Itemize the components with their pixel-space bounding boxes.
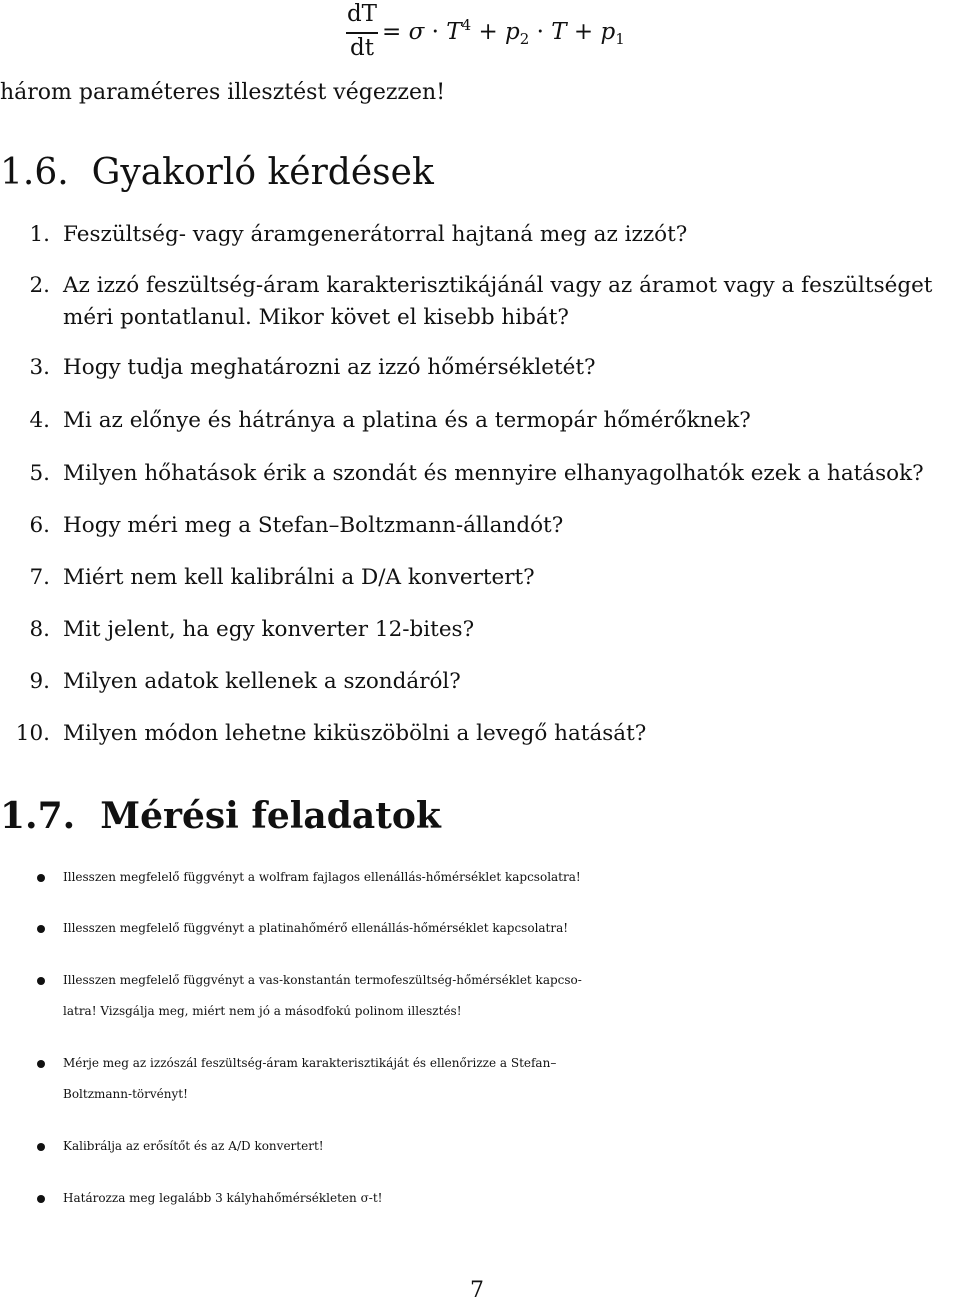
section-number: 1.6.: [0, 152, 69, 193]
section-heading-1-7: [0, 796, 441, 836]
page-number: 7: [470, 1278, 484, 1303]
temperature-symbol: T: [446, 19, 462, 45]
temperature-symbol: T: [551, 19, 567, 45]
plus-sign: +: [478, 19, 498, 45]
item-text: Feszültség- vagy áramgenerátorral hajtaná meg az izzót?: [63, 222, 688, 247]
item-number: 5.: [29, 461, 50, 486]
parameter-symbol: p: [505, 19, 520, 45]
section-heading-1-6: [0, 153, 434, 193]
bullet-icon: [37, 1060, 45, 1068]
item-text: Miért nem kell kalibrálni a D/A konvertert?: [63, 565, 535, 590]
section-title: Mérési feladatok: [100, 795, 441, 837]
item-text: Illesszen megfelelő függvényt a platinahőmérő ellenállás-hőmérséklet kapcsolatra!: [63, 921, 569, 935]
item-text: Illesszen megfelelő függvényt a vas-konstantán termofeszültség-hőmérséklet kapcso-: [63, 973, 582, 987]
item-text: Mit jelent, ha egy konverter 12-bites?: [63, 617, 475, 642]
subscript: 2: [519, 30, 530, 48]
exponent: 4: [461, 16, 472, 34]
subscript: 1: [615, 30, 625, 48]
item-text: Milyen hőhatások érik a szondát és mennyire elhanyagolhatók ezek a hatások?: [63, 461, 924, 486]
dot-operator: ·: [536, 19, 544, 45]
sigma-symbol: σ: [408, 19, 425, 45]
equals-sign: =: [382, 19, 402, 45]
section-number: 1.7.: [0, 795, 76, 837]
item-text: Illesszen megfelelő függvényt a wolfram fajlagos ellenállás-hőmérséklet kapcsolatra!: [63, 870, 581, 884]
item-number: 8.: [29, 617, 50, 642]
item-number: 9.: [29, 669, 50, 694]
item-text: latra! Vizsgálja meg, miért nem jó a másodfokú polinom illesztés!: [63, 1004, 462, 1018]
item-text: Hogy tudja meghatározni az izzó hőmérsékletét?: [63, 355, 596, 380]
item-text: méri pontatlanul. Mikor követ el kisebb hibát?: [63, 305, 569, 330]
bullet-icon: [37, 1195, 45, 1203]
bullet-icon: [37, 977, 45, 985]
parameter-symbol: p: [600, 19, 616, 45]
fraction-numerator: dT: [346, 1, 378, 27]
intro-line: három paraméteres illesztést végezzen!: [0, 80, 446, 105]
item-text: Milyen adatok kellenek a szondáról?: [63, 669, 461, 694]
item-number: 6.: [29, 513, 50, 538]
item-number: 7.: [29, 565, 50, 590]
item-text: Milyen módon lehetne kiküszöbölni a levegő hatását?: [63, 721, 647, 746]
bullet-icon: [37, 1143, 45, 1151]
item-text: Mi az előnye és hátránya a platina és a termopár hőmérőknek?: [63, 408, 751, 433]
item-number: 4.: [29, 408, 50, 433]
section-title: Gyakorló kérdések: [91, 152, 434, 193]
equation-rhs: [382, 16, 625, 48]
item-text: Határozza meg legalább 3 kályhahőmérsékleten σ-t!: [63, 1191, 383, 1205]
item-text: Mérje meg az izzószál feszültség-áram karakterisztikáját és ellenőrizze a Stefan–: [63, 1056, 557, 1070]
item-text: Boltzmann-törvényt!: [63, 1087, 188, 1101]
item-number: 2.: [29, 273, 50, 298]
item-number: 1.: [29, 222, 50, 247]
item-number: 3.: [29, 355, 50, 380]
plus-sign: +: [573, 19, 594, 45]
stefan-boltzmann-equation: [340, 0, 660, 62]
item-text: Kalibrálja az erősítőt és az A/D konvertert!: [63, 1139, 324, 1153]
item-number: 10.: [15, 721, 50, 746]
bullet-icon: [37, 874, 45, 882]
bullet-icon: [37, 925, 45, 933]
item-text: Hogy méri meg a Stefan–Boltzmann-állandót?: [63, 513, 564, 538]
fraction-denominator: dt: [350, 35, 374, 61]
item-text: Az izzó feszültség-áram karakterisztikájánál vagy az áramot vagy a feszültséget: [63, 273, 933, 298]
dot-operator: ·: [431, 19, 439, 45]
